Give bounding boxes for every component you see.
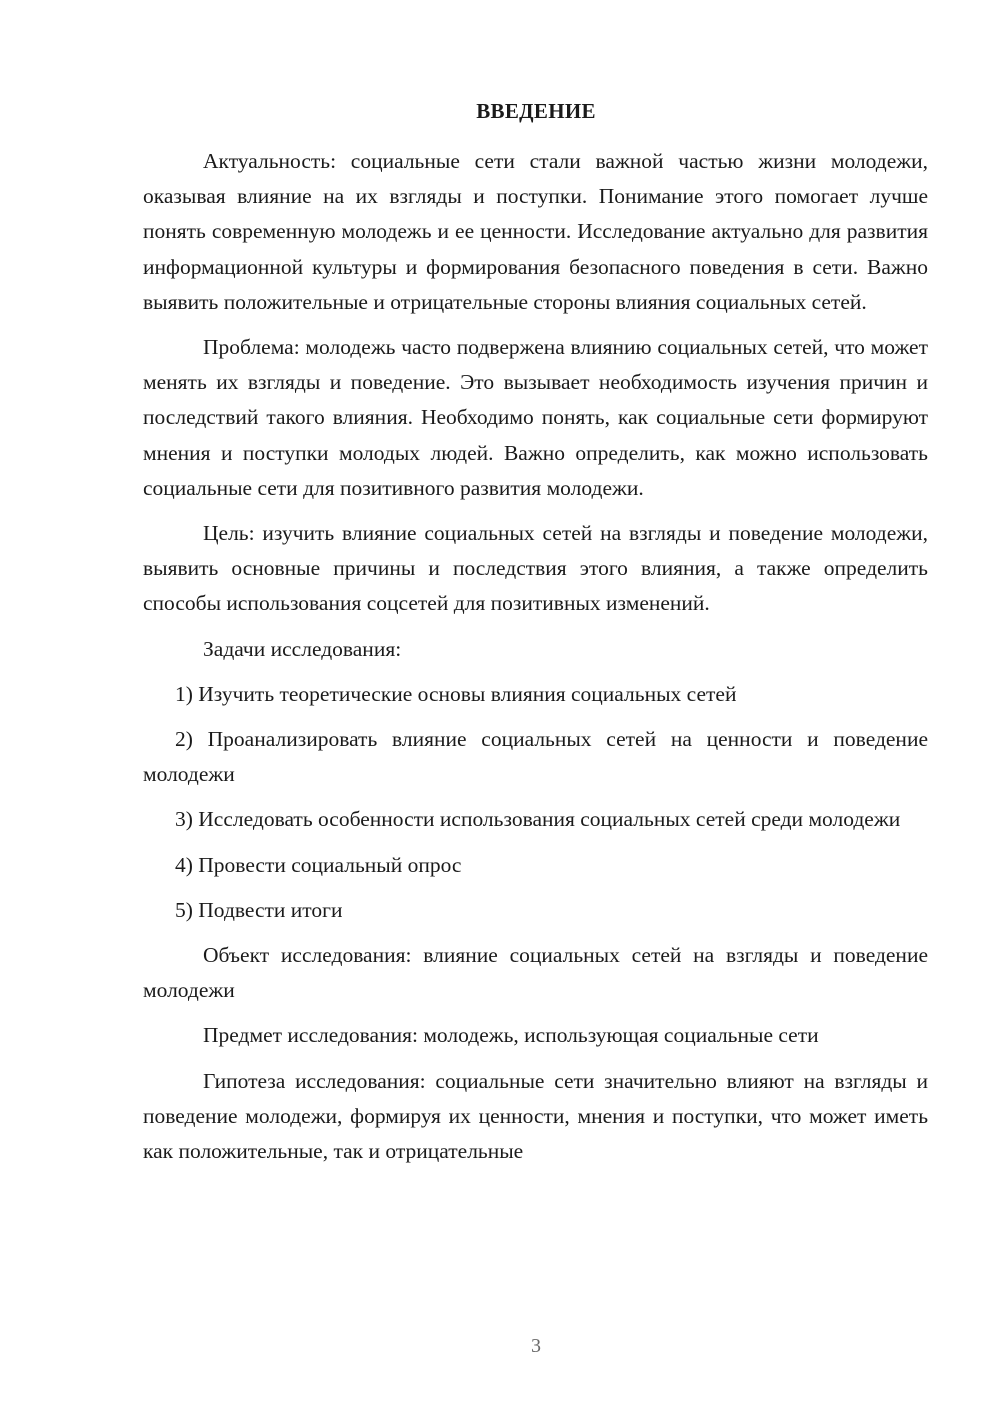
paragraph-relevance: Актуальность: социальные сети стали важной частью жизни молодежи, оказывая влияние на их взгляды и поступки. Понимание этого помогает лучше понять современную молодежь и ее ценности. Исследование актуально для развития информационной культуры и формирования безопасного поведения в сети. Важно выявить положительные и отрицательные стороны влияния социальных сетей. (143, 149, 928, 314)
task-item-5: 5) Подвести итоги (175, 897, 343, 922)
paragraph-object: Объект исследования: влияние социальных сетей на взгляды и поведение молодежи (143, 943, 928, 1003)
task-item-4: 4) Провести социальный опрос (175, 852, 462, 877)
page-number: 3 (531, 1335, 541, 1357)
paragraph-goal: Цель: изучить влияние социальных сетей на взгляды и поведение молодежи, выявить основные причины и последствия этого влияния, а также определить способы использования соцсетей для позитивных изменений. (143, 521, 928, 616)
task-item-1: 1) Изучить теоретические основы влияния социальных сетей (175, 681, 737, 706)
document-body (143, 144, 928, 1169)
paragraph-problem: Проблема: молодежь часто подвержена влиянию социальных сетей, что может менять их взгляды и поведение. Это вызывает необходимость изучения причин и последствий такого влияния. Необходимо понять, как социальные сети формируют мнения и поступки молодых людей. Важно определить, как можно использовать социальные сети для позитивного развития молодежи. (143, 335, 928, 500)
page-title: ВВЕДЕНИЕ (476, 99, 596, 123)
paragraph-hypothesis: Гипотеза исследования: социальные сети значительно влияют на взгляды и поведение молодежи, формируя их ценности, мнения и поступки, что может иметь как положительные, так и отрицательные (143, 1068, 928, 1164)
task-item-2: 2) Проанализировать влияние социальных сетей на ценности и поведение молодежи (143, 727, 928, 787)
paragraph-subject: Предмет исследования: молодежь, использующая социальные сети (203, 1023, 819, 1048)
task-item-3: 3) Исследовать особенности использования социальных сетей среди молодежи (175, 807, 901, 832)
paragraph-tasks-heading: Задачи исследования: (203, 636, 402, 661)
